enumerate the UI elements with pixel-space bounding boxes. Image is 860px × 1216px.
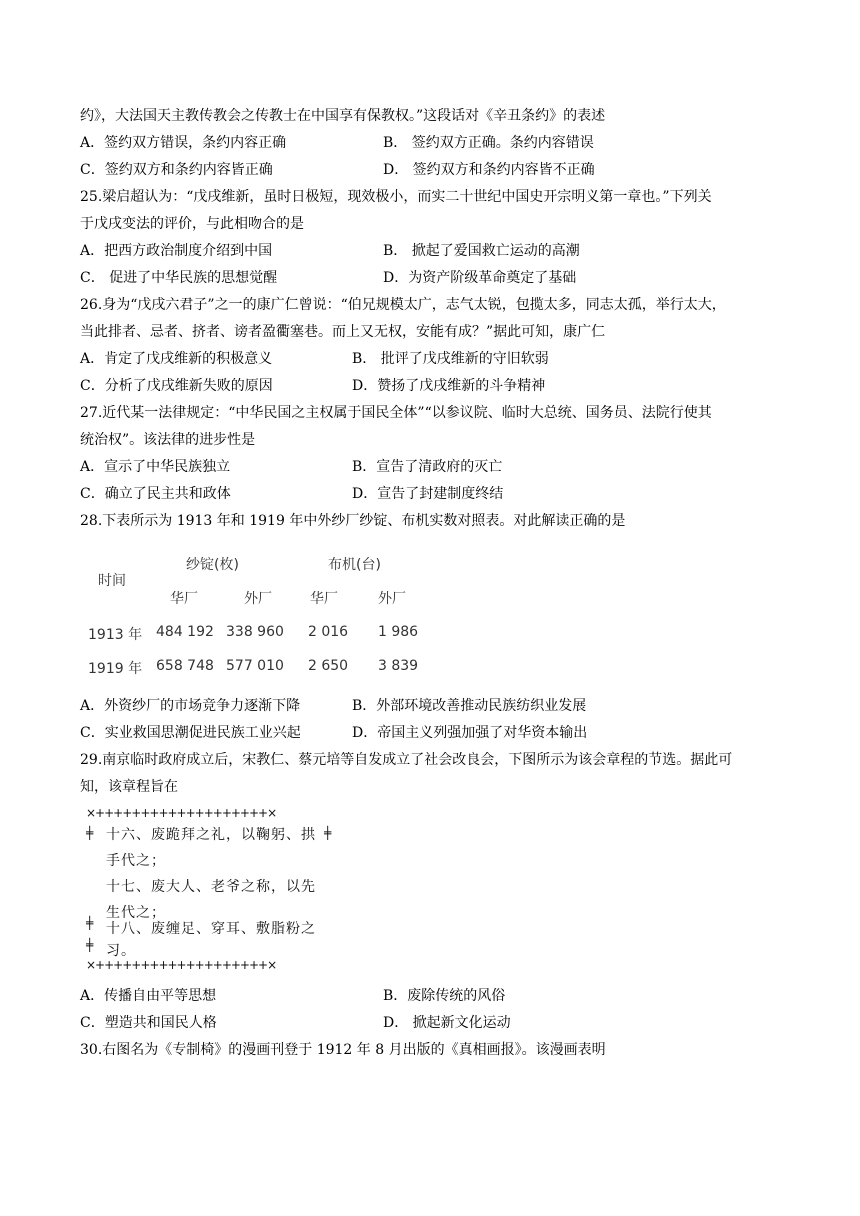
q28-table [88, 548, 428, 688]
q27-option-a: A．宣示了中华民族独立 [80, 459, 231, 475]
q26-option-b: B． 批评了戊戌维新的守旧软弱 [352, 351, 549, 367]
q25-option-c: C． 促进了中华民族的思想觉醒 [80, 270, 278, 286]
table-sub-chinese-loom: 华厂 [310, 591, 338, 607]
q26-stem-line2: 当此排者、忌者、挤者、谤者盈衢塞巷。而上又无权，安能有成？”据此可知，康广仁 [80, 324, 606, 340]
q29-stem-line1: 29.南京临时政府成立后，宋教仁、蔡元培等自发成立了社会改良会，下图所示为该会章程的节选。据此可 [80, 752, 733, 768]
q27-option-c: C．确立了民主共和政体 [80, 486, 231, 502]
q28-option-c: C．实业救国思潮促进民族工业兴起 [80, 725, 301, 741]
q28-option-b: B．外部环境改善推动民族纺织业发展 [352, 698, 587, 714]
q24-option-d: D． 签约双方和条约内容皆不正确 [383, 162, 595, 178]
charter-side-mark: ╪ [86, 938, 94, 952]
q26-stem-line1: 26.身为“戊戌六君子”之一的康广仁曾说：“伯兄规模太广，志气太锐，包揽太多，同志太孤，举行太大， [80, 297, 726, 313]
q28-option-d: D．帝国主义列强加强了对华资本输出 [352, 725, 588, 741]
charter-line-16a: 十六、废跪拜之礼，以鞠躬、拱 [106, 827, 316, 843]
q26-option-d: D．赞扬了戊戌维新的斗争精神 [352, 378, 546, 394]
q28-option-a: A．外资纱厂的市场竞争力逐渐下降 [80, 698, 301, 714]
q27-stem-line2: 统治权”。该法律的进步性是 [80, 432, 256, 448]
charter-border-bottom: ×+++++++++++++++++++× [86, 958, 277, 972]
table-row-1919-spindle-cn: 658 748 [156, 658, 214, 674]
table-row-1913-spindle-cn: 484 192 [156, 624, 214, 640]
table-row-1913-year: 1913 年 [88, 627, 143, 643]
q24-option-c: C．签约双方和条约内容皆正确 [80, 162, 273, 178]
table-sub-foreign-loom: 外厂 [378, 591, 406, 607]
charter-line-16b: 手代之； [106, 853, 166, 869]
q25-option-d: D．为资产阶级革命奠定了基础 [383, 270, 577, 286]
table-header-loom: 布机(台) [328, 557, 381, 573]
table-row-1913-loom-fx: 1 986 [378, 624, 419, 640]
q24-stem-tail: 约》，大法国天主教传教会之传教士在中国享有保教权。”这段话对《辛丑条约》的表述 [80, 108, 606, 124]
q29-option-d: D． 掀起新文化运动 [383, 1015, 511, 1031]
table-sub-foreign-spindle: 外厂 [244, 591, 272, 607]
charter-line-17a: 十七、废大人、老爷之称，以先 [106, 879, 316, 895]
table-row-1919-loom-cn: 2 650 [308, 658, 349, 674]
table-row-1919-loom-fx: 3 839 [378, 658, 419, 674]
charter-side-mark: ╪ [86, 916, 94, 930]
table-header-time: 时间 [98, 573, 126, 589]
table-row-1913-loom-cn: 2 016 [308, 624, 349, 640]
q27-stem-line1: 27.近代某一法律规定：“中华民国之主权属于国民全体”“以参议院、临时大总统、国务员、法院行使其 [80, 405, 712, 421]
q24-option-b: B． 签约双方正确。条约内容错误 [383, 135, 594, 151]
q27-option-b: B．宣告了清政府的灭亡 [352, 459, 503, 475]
q28-stem: 28.下表所示为 1913 年和 1919 年中外纱厂纱锭、布机实数对照表。对此解读正确的是 [80, 513, 626, 529]
q26-option-a: A．肯定了戊戌维新的积极意义 [80, 351, 273, 367]
charter-line-18a: 十八、废缠足、穿耳、敷脂粉之 [106, 921, 316, 937]
q29-option-b: B．废除传统的风俗 [383, 988, 506, 1004]
q29-option-c: C．塑造共和国民人格 [80, 1015, 217, 1031]
q25-stem-line2: 于戊戌变法的评价，与此相吻合的是 [80, 216, 304, 232]
q25-stem-line1: 25.梁启超认为：“戊戌维新，虽时日极短，现效极小，而实二十世纪中国史开宗明义第一章也。”下列关 [80, 189, 712, 205]
q29-charter-excerpt [86, 806, 336, 976]
q29-stem-line2: 知，该章程旨在 [80, 779, 178, 795]
q29-option-a: A．传播自由平等思想 [80, 988, 217, 1004]
q25-option-a: A．把西方政治制度介绍到中国 [80, 243, 273, 259]
q27-option-d: D．宣告了封建制度终结 [352, 486, 504, 502]
table-row-1919-year: 1919 年 [88, 661, 143, 677]
charter-side-mark: ╪ [324, 826, 332, 840]
charter-line-17b: 生代之； [106, 905, 166, 921]
q26-option-c: C．分析了戊戌维新失败的原因 [80, 378, 273, 394]
charter-border-top: ×+++++++++++++++++++× [86, 806, 277, 820]
charter-side-mark: ╪ [86, 826, 94, 840]
table-header-spindle: 纱锭(枚) [186, 557, 239, 573]
table-row-1913-spindle-fx: 338 960 [226, 624, 284, 640]
charter-line-18b: 习。 [106, 943, 136, 959]
table-row-1919-spindle-fx: 577 010 [226, 658, 284, 674]
q30-stem: 30.右图名为《专制椅》的漫画刊登于 1912 年 8 月出版的《真相画报》。该漫画表明 [80, 1042, 606, 1058]
q24-option-a: A．签约双方错误，条约内容正确 [80, 135, 287, 151]
table-sub-chinese-spindle: 华厂 [170, 591, 198, 607]
q25-option-b: B． 掀起了爱国救亡运动的高潮 [383, 243, 580, 259]
